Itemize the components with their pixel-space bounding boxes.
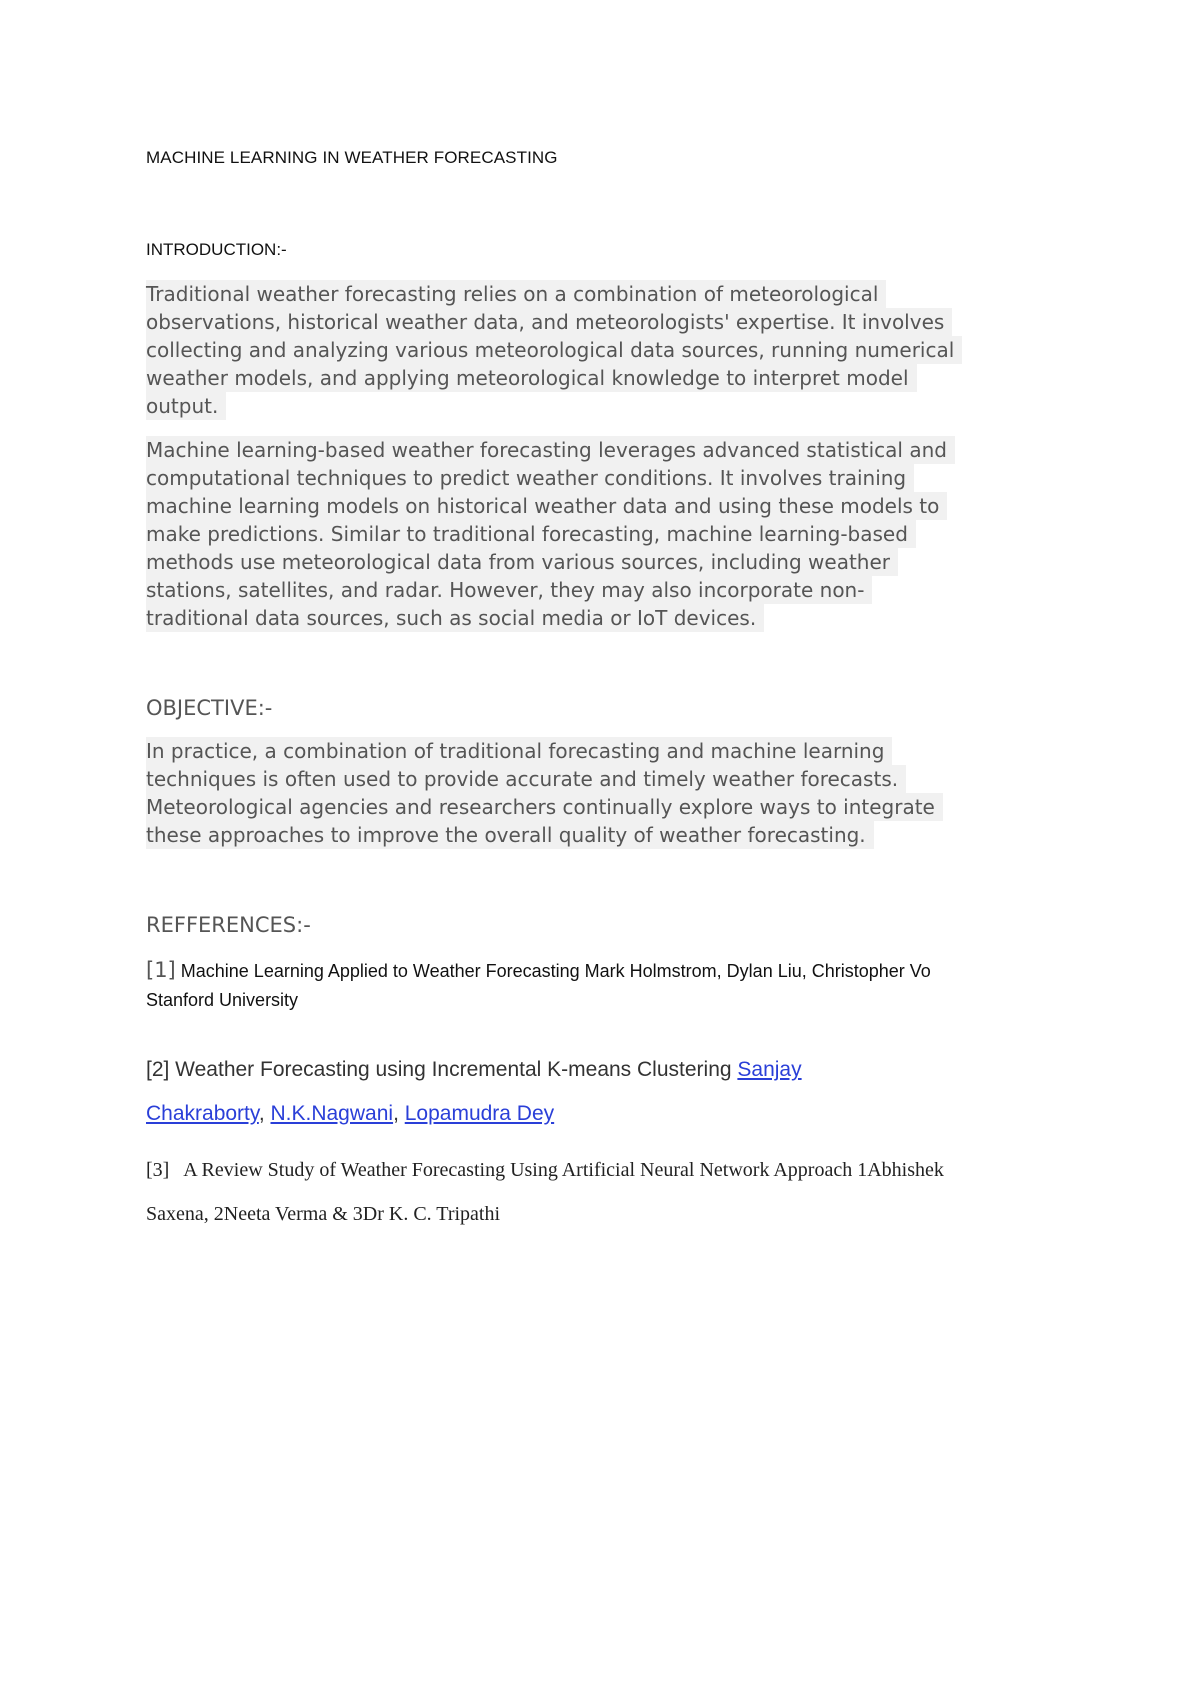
reference-1 [146, 956, 931, 1015]
objective-heading: OBJECTIVE:- [146, 696, 273, 720]
reference-text: Saxena, 2Neeta Verma & 3Dr K. C. Tripathi [146, 1203, 501, 1225]
paragraph-line: Machine learning-based weather forecasting leverages advanced statistical and [146, 436, 955, 464]
paragraph-line: stations, satellites, and radar. However, they may also incorporate non- [146, 576, 872, 604]
introduction-heading: INTRODUCTION:- [146, 240, 287, 259]
paragraph-line: In practice, a combination of traditional forecasting and machine learning [146, 737, 892, 765]
reference-text: [2] Weather Forecasting using Incremental K-means Clustering [146, 1058, 738, 1081]
reference-3 [146, 1148, 944, 1236]
references-heading: REFFERENCES:- [146, 913, 311, 937]
paragraph-line: make predictions. Similar to traditional forecasting, machine learning-based [146, 520, 916, 548]
author-link-nk-nagwani[interactable]: N.K.Nagwani [270, 1102, 394, 1125]
paragraph-line: weather models, and applying meteorological knowledge to interpret model [146, 364, 917, 392]
separator: , [393, 1102, 405, 1125]
separator: , [258, 1102, 271, 1125]
objective-paragraph [146, 737, 943, 849]
paragraph-line: methods use meteorological data from various sources, including weather [146, 548, 898, 576]
document-title: MACHINE LEARNING IN WEATHER FORECASTING [146, 148, 558, 167]
paragraph-line: techniques is often used to provide accurate and timely weather forecasts. [146, 765, 906, 793]
paragraph-line: these approaches to improve the overall quality of weather forecasting. [146, 821, 874, 849]
author-link-lopamudra-dey[interactable]: Lopamudra Dey [404, 1102, 555, 1125]
reference-text: [3] A Review Study of Weather Forecasting Using Artificial Neural Network Approach 1Abhishek [146, 1159, 944, 1181]
reference-2 [146, 1048, 802, 1136]
paragraph-line: observations, historical weather data, and meteorologists' expertise. It involves [146, 308, 952, 336]
intro-paragraph-1 [146, 280, 962, 420]
reference-text: Machine Learning Applied to Weather Forecasting Mark Holmstrom, Dylan Liu, Christopher Vo [180, 961, 931, 981]
reference-text: Stanford University [146, 990, 299, 1010]
paragraph-line: computational techniques to predict weather conditions. It involves training [146, 464, 914, 492]
paragraph-line: collecting and analyzing various meteorological data sources, running numerical [146, 336, 962, 364]
paragraph-line: Traditional weather forecasting relies on a combination of meteorological [146, 280, 886, 308]
reference-number: [1] [146, 958, 176, 982]
author-link-sanjay-chakraborty[interactable]: Sanjay [737, 1058, 802, 1081]
paragraph-line: traditional data sources, such as social media or IoT devices. [146, 604, 764, 632]
intro-paragraph-2 [146, 436, 955, 632]
paragraph-line: machine learning models on historical weather data and using these models to [146, 492, 947, 520]
paragraph-line: output. [146, 392, 226, 420]
author-link-sanjay-chakraborty[interactable]: Chakraborty [146, 1102, 259, 1125]
paragraph-line: Meteorological agencies and researchers continually explore ways to integrate [146, 793, 943, 821]
